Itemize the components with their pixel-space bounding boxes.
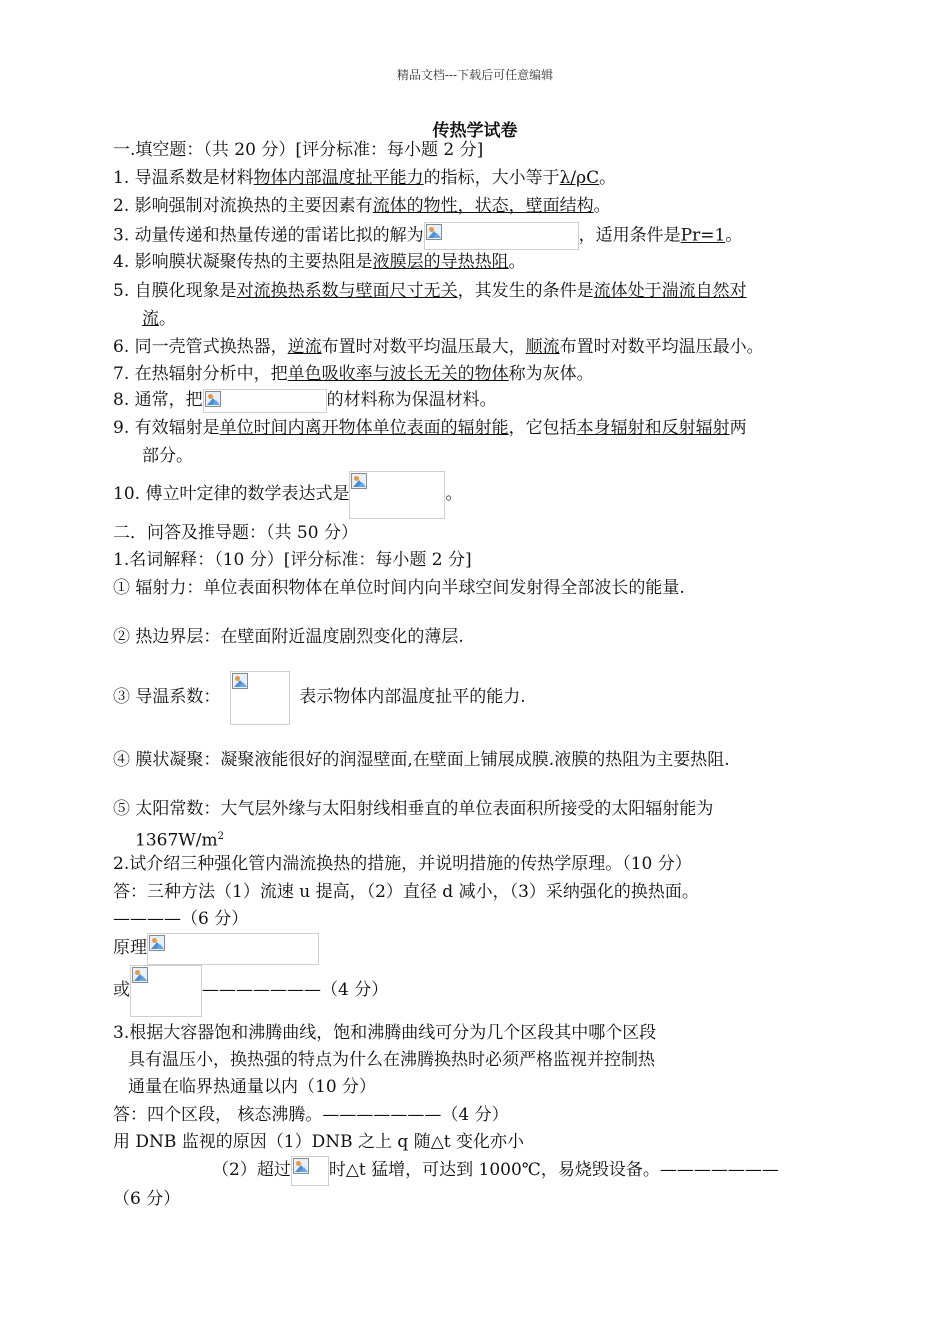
question-number: 2. [113, 196, 130, 216]
question-number: 10. [113, 484, 141, 504]
question-number: 7. [113, 364, 130, 384]
answer-underlined: λ/ρC [559, 168, 600, 188]
punctuation: 。 [593, 196, 611, 216]
question-text: ，适用条件是 [578, 225, 681, 246]
section2-heading: 二．问答及推导题：（共 50 分） [113, 523, 358, 543]
answer-underlined: 单位时间内离开物体单位表面的辐射能 [219, 418, 509, 438]
part2-answer: 答：三种方法（1）流速 u 提高，（2）直径 d 减小，（3）采纳强化的换热面。 [113, 882, 699, 902]
question-number: 6. [113, 337, 130, 357]
part3-answer-3 [212, 1155, 779, 1186]
punctuation: 。 [508, 252, 526, 272]
part3-answer-4: （6 分） [113, 1189, 181, 1209]
question-text: 有效辐射是 [134, 418, 220, 438]
question-text: 通常，把 [134, 390, 203, 410]
question-6 [113, 335, 764, 359]
question-9-cont: 部分。 [142, 446, 193, 466]
question-text: 的材料称为保温材料。 [326, 390, 497, 410]
answer-underlined: 流 [142, 309, 159, 329]
page-header: 精品文档---下载后可任意编辑 [396, 68, 554, 82]
punctuation: 。 [159, 309, 176, 329]
term-2: ② 热边界层：在壁面附近温度剧烈变化的薄层. [113, 627, 464, 647]
part3-line-1: 3.根据大容器饱和沸腾曲线，饱和沸腾曲线可分为几个区段其中哪个区段 [113, 1023, 657, 1043]
term-5: ⑤ 太阳常数：大气层外缘与太阳射线相垂直的单位表面积所接受的太阳辐射能为 [113, 799, 714, 819]
term-definition: 表示物体内部温度扯平的能力. [299, 687, 526, 707]
or-line [113, 964, 388, 1017]
question-text: 傅立叶定律的数学表达式是 [145, 484, 350, 504]
broken-image-icon [147, 933, 319, 965]
or-label: 或 [113, 980, 130, 1000]
question-text: 自膜化现象是 [134, 281, 237, 301]
term-5-cont [135, 825, 224, 853]
part2-score-1: ————（6 分） [113, 909, 249, 929]
answer-underlined: 流体处于湍流自然对 [593, 281, 747, 301]
question-number: 3. [113, 225, 130, 246]
question-text: 称为灰体。 [508, 364, 594, 384]
broken-image-icon [349, 471, 445, 519]
part1-heading: 1.名词解释：（10 分）[评分标准：每小题 2 分] [113, 550, 472, 570]
score-text: ———————（4 分） [202, 980, 389, 1000]
principle-label: 原理 [113, 938, 147, 958]
punctuation: 。 [445, 484, 463, 504]
question-text: 同一壳管式换热器， [134, 337, 288, 357]
question-text: 布置时对数平均温压最大， [321, 337, 526, 357]
answer-underlined: 流体的物性，状态，壁面结构 [372, 196, 594, 216]
answer-underlined: 物体内部温度扯平能力 [253, 168, 424, 188]
answer-underlined: 顺流 [525, 337, 560, 357]
principle-line [113, 932, 319, 965]
question-5 [113, 279, 747, 303]
question-text: ，它包括 [508, 418, 577, 438]
answer-underlined: Pr=1 [680, 225, 726, 246]
term-4: ④ 膜状凝聚：凝聚液能很好的润湿壁面,在壁面上铺展成膜.液膜的热阻为主要热阻. [113, 750, 730, 770]
part3-line-3: 通量在临界热通量以内（10 分） [128, 1077, 377, 1097]
punctuation: 。 [599, 168, 617, 188]
broken-image-icon [291, 1156, 329, 1186]
question-2 [113, 194, 611, 218]
part3-answer-1: 答：四个区段， 核态沸腾。———————（4 分） [113, 1105, 509, 1125]
question-7 [113, 362, 594, 386]
answer-underlined: 对流换热系数与壁面尺寸无关 [236, 281, 458, 301]
broken-image-icon [424, 222, 579, 250]
superscript: 2 [217, 831, 224, 842]
broken-image-icon [230, 671, 290, 725]
broken-image-icon [130, 965, 202, 1017]
page-title: 传热学试卷 [432, 121, 518, 141]
question-text: 两 [729, 418, 747, 438]
answer-underlined: 单色吸收率与波长无关的物体 [287, 364, 509, 384]
broken-image-icon [203, 389, 327, 413]
question-text: 影响膜状凝聚传热的主要热阻是 [134, 252, 373, 272]
answer-underlined: 本身辐射和反射辐射 [576, 418, 730, 438]
punctuation: 。 [725, 225, 743, 246]
answer-underlined: 液膜层的导热热阻 [372, 252, 509, 272]
question-text: 布置时对数平均温压最小。 [559, 337, 764, 357]
term-3 [113, 670, 526, 725]
question-number: 5. [113, 281, 130, 301]
question-9 [113, 416, 747, 440]
term-1: ① 辐射力：单位表面积物体在单位时间内向半球空间发射得全部波长的能量. [113, 578, 685, 598]
question-4 [113, 250, 526, 274]
question-10 [113, 470, 462, 519]
answer-text: （2）超过 [212, 1160, 291, 1180]
question-3 [113, 222, 742, 250]
part3-answer-2: 用 DNB 监视的原因（1）DNB 之上 q 随△t 变化亦小 [113, 1132, 525, 1152]
answer-underlined: 逆流 [287, 337, 322, 357]
answer-text: 时△t 猛增，可达到 1000℃，易烧毁设备。——————— [328, 1160, 779, 1180]
question-number: 9. [113, 418, 130, 438]
question-5-cont [142, 307, 176, 331]
section1-heading: 一.填空题：（共 20 分）[评分标准：每小题 2 分] [113, 140, 484, 160]
question-text: 的指标，大小等于 [423, 168, 560, 188]
term-value: 1367W/m [135, 830, 218, 851]
question-text: ，其发生的条件是 [457, 281, 594, 301]
question-1 [113, 166, 616, 190]
question-text: 影响强制对流换热的主要因素有 [134, 196, 373, 216]
question-text: 在热辐射分析中，把 [134, 364, 288, 384]
question-number: 4. [113, 252, 130, 272]
question-number: 8. [113, 390, 130, 410]
part3-line-2: 具有温压小，换热强的特点为什么在沸腾换热时必须严格监视并控制热 [128, 1050, 655, 1070]
term-label: ③ 导温系数： [113, 687, 221, 707]
question-number: 1. [113, 168, 130, 188]
part2-heading: 2.试介绍三种强化管内湍流换热的措施，并说明措施的传热学原理。（10 分） [113, 854, 692, 874]
question-text: 动量传递和热量传递的雷诺比拟的解为 [134, 225, 424, 246]
question-text: 导温系数是材料 [134, 168, 254, 188]
question-8 [113, 388, 497, 413]
